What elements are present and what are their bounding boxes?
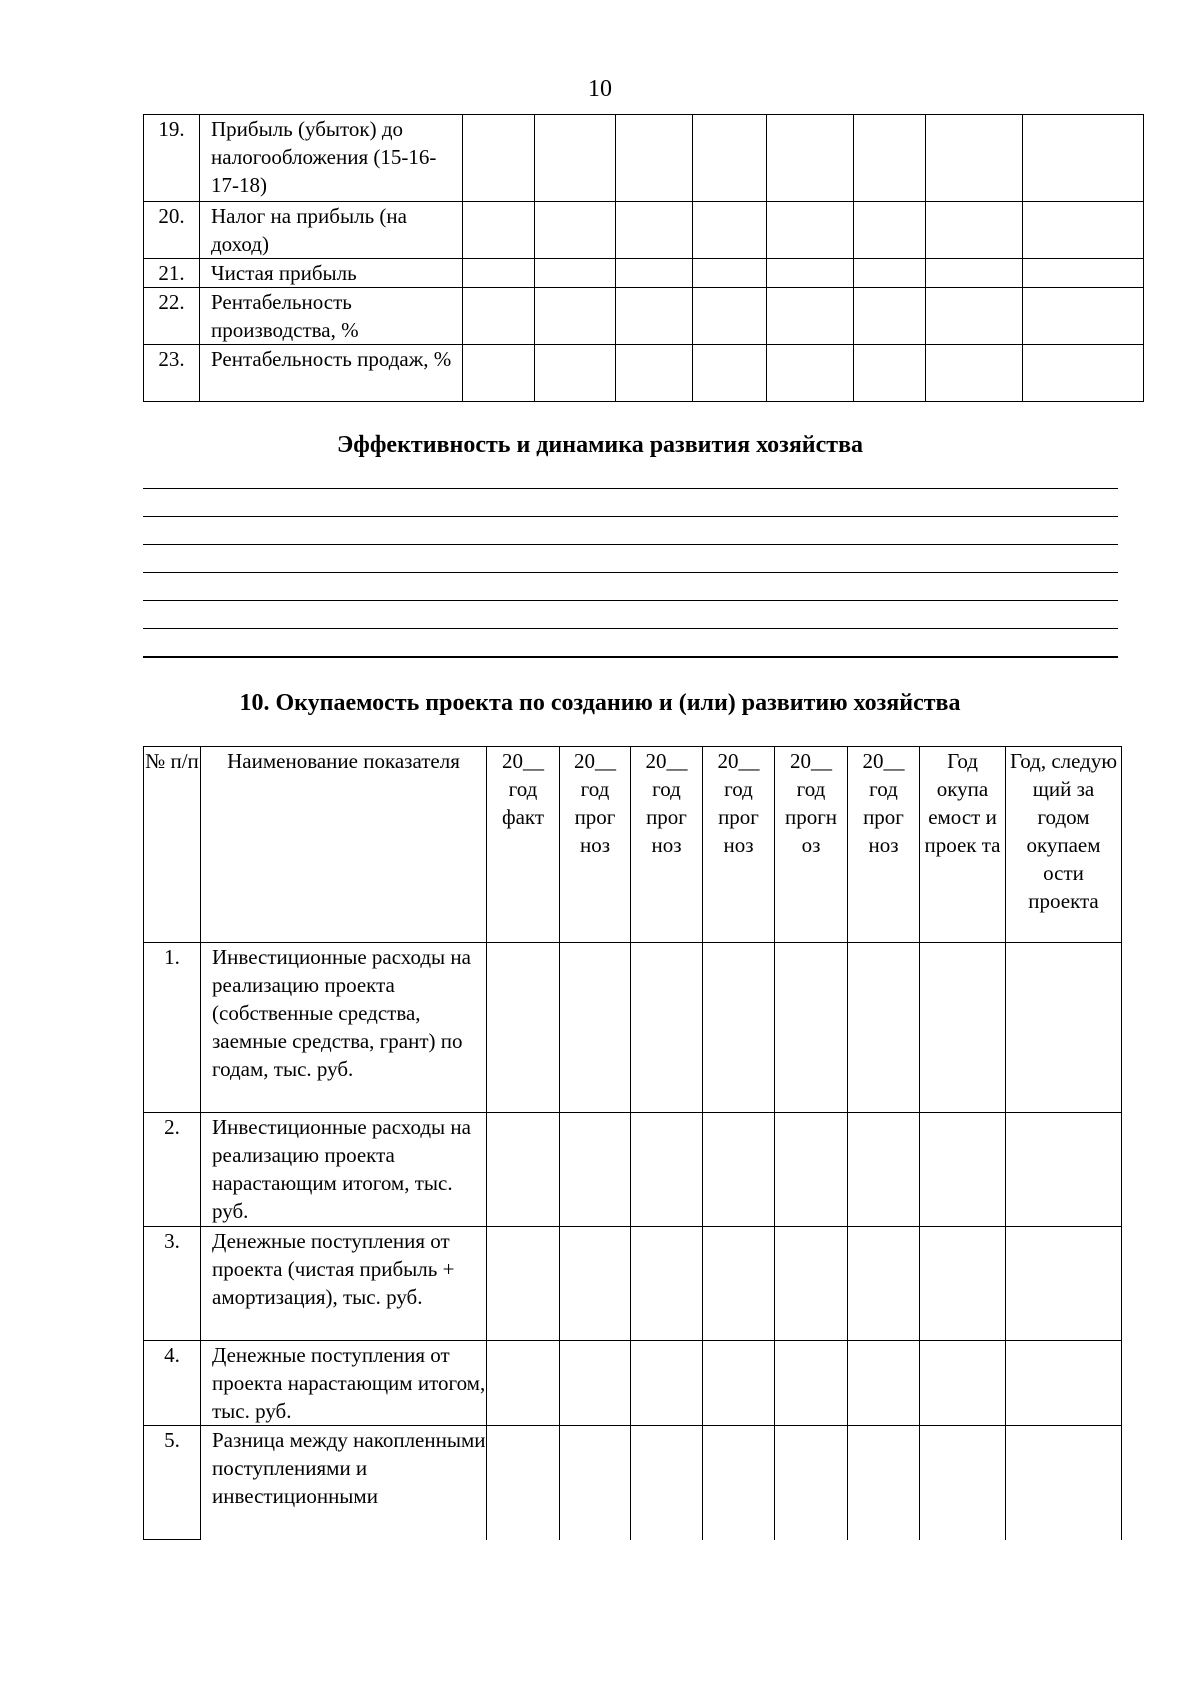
row-number: 1. xyxy=(144,943,201,1113)
table-cell[interactable] xyxy=(535,288,616,345)
table-cell[interactable] xyxy=(535,259,616,288)
table-cell[interactable] xyxy=(535,115,616,202)
table-cell[interactable] xyxy=(920,1426,1006,1540)
row-number: 4. xyxy=(144,1341,201,1426)
table-cell[interactable] xyxy=(767,288,854,345)
table-row xyxy=(144,1426,1122,1540)
table-cell[interactable] xyxy=(487,1227,560,1341)
table-cell[interactable] xyxy=(926,202,1023,259)
table-cell[interactable] xyxy=(616,202,693,259)
table-cell[interactable] xyxy=(487,1426,560,1540)
row-number: 3. xyxy=(144,1227,201,1341)
table-cell[interactable] xyxy=(487,943,560,1113)
writing-line[interactable] xyxy=(143,544,1118,545)
header-year-forecast: 20__ год прог ноз xyxy=(703,747,775,943)
row-number: 5. xyxy=(144,1426,201,1540)
table-cell[interactable] xyxy=(535,202,616,259)
table-cell[interactable] xyxy=(1006,1227,1122,1341)
table-cell[interactable] xyxy=(920,943,1006,1113)
table-cell[interactable] xyxy=(463,202,535,259)
row-label: Разница между накопленными поступлениями и инвестиционными xyxy=(201,1426,487,1540)
table-cell[interactable] xyxy=(775,943,848,1113)
table-cell[interactable] xyxy=(775,1113,848,1227)
table-cell[interactable] xyxy=(1006,943,1122,1113)
table-cell[interactable] xyxy=(1023,288,1144,345)
table-cell[interactable] xyxy=(693,259,767,288)
row-label: Рентабельность продаж, % xyxy=(200,345,463,402)
row-label: Денежные поступления от проекта нарастающим итогом, тыс. руб. xyxy=(201,1341,487,1426)
table-cell[interactable] xyxy=(920,1341,1006,1426)
row-number: 23. xyxy=(144,345,200,402)
table-cell[interactable] xyxy=(560,943,631,1113)
row-number: 19. xyxy=(144,115,200,202)
row-label: Инвестиционные расходы на реализацию проекта нарастающим итогом, тыс. руб. xyxy=(201,1113,487,1227)
table-cell[interactable] xyxy=(693,345,767,402)
table-cell[interactable] xyxy=(703,943,775,1113)
table-cell[interactable] xyxy=(631,1341,703,1426)
table-cell[interactable] xyxy=(926,345,1023,402)
table-cell[interactable] xyxy=(463,259,535,288)
table-cell[interactable] xyxy=(535,345,616,402)
header-num: № п/п xyxy=(144,747,201,943)
table-row xyxy=(144,345,1144,402)
header-year-fact: 20__ год факт xyxy=(487,747,560,943)
header-name: Наименование показателя xyxy=(201,747,487,943)
table-cell[interactable] xyxy=(920,1113,1006,1227)
table-cell[interactable] xyxy=(703,1113,775,1227)
row-label: Налог на прибыль (на доход) xyxy=(200,202,463,259)
table-cell[interactable] xyxy=(854,259,926,288)
header-year-after-payback: Год, следую щий за годом окупаем ости проекта xyxy=(1006,747,1122,943)
table-cell[interactable] xyxy=(1006,1113,1122,1227)
table-cell[interactable] xyxy=(703,1426,775,1540)
row-label: Рентабельность производства, % xyxy=(200,288,463,345)
row-number: 20. xyxy=(144,202,200,259)
row-label: Чистая прибыль xyxy=(200,259,463,288)
table-cell[interactable] xyxy=(616,115,693,202)
table-cell[interactable] xyxy=(1023,202,1144,259)
table-cell[interactable] xyxy=(854,202,926,259)
table-cell[interactable] xyxy=(631,943,703,1113)
table-header-row xyxy=(144,747,1122,943)
table-cell[interactable] xyxy=(1023,115,1144,202)
table-cell[interactable] xyxy=(693,202,767,259)
payback-table xyxy=(143,746,1122,1540)
header-year-forecast: 20__ год прог ноз xyxy=(631,747,703,943)
table-row xyxy=(144,1113,1122,1227)
table-cell[interactable] xyxy=(487,1341,560,1426)
table-cell[interactable] xyxy=(560,1113,631,1227)
writing-line[interactable] xyxy=(143,628,1118,629)
table-cell[interactable] xyxy=(693,115,767,202)
writing-line[interactable] xyxy=(143,572,1118,573)
table-cell[interactable] xyxy=(560,1341,631,1426)
header-year-forecast: 20__ год прог ноз xyxy=(848,747,920,943)
header-year-forecast: 20__ год прогн оз xyxy=(775,747,848,943)
section-title-efficiency: Эффективность и динамика развития хозяйства xyxy=(336,432,864,458)
table-cell[interactable] xyxy=(848,1426,920,1540)
table-cell[interactable] xyxy=(775,1341,848,1426)
table-row xyxy=(144,202,1144,259)
table-cell[interactable] xyxy=(854,288,926,345)
writing-line[interactable] xyxy=(143,656,1118,658)
table-cell[interactable] xyxy=(703,1341,775,1426)
table-cell[interactable] xyxy=(1023,259,1144,288)
table-cell[interactable] xyxy=(463,288,535,345)
table-row xyxy=(144,943,1122,1113)
table-cell[interactable] xyxy=(775,1227,848,1341)
row-label: Денежные поступления от проекта (чистая прибыль + амортизация), тыс. руб. xyxy=(201,1227,487,1341)
table-cell[interactable] xyxy=(631,1227,703,1341)
table-cell[interactable] xyxy=(616,259,693,288)
table-cell[interactable] xyxy=(463,345,535,402)
table-cell[interactable] xyxy=(560,1227,631,1341)
table-cell[interactable] xyxy=(926,115,1023,202)
table-cell[interactable] xyxy=(1023,345,1144,402)
table-cell[interactable] xyxy=(631,1113,703,1227)
table-row xyxy=(144,259,1144,288)
table-cell[interactable] xyxy=(560,1426,631,1540)
row-number: 21. xyxy=(144,259,200,288)
table-cell[interactable] xyxy=(767,202,854,259)
page-number: 10 xyxy=(588,76,612,102)
table-cell[interactable] xyxy=(775,1426,848,1540)
profit-table xyxy=(143,114,1144,402)
row-number: 22. xyxy=(144,288,200,345)
writing-line[interactable] xyxy=(143,488,1118,489)
table-cell[interactable] xyxy=(693,288,767,345)
table-cell[interactable] xyxy=(703,1227,775,1341)
table-row xyxy=(144,288,1144,345)
table-cell[interactable] xyxy=(848,1113,920,1227)
table-cell[interactable] xyxy=(920,1227,1006,1341)
table-cell[interactable] xyxy=(926,288,1023,345)
table-cell[interactable] xyxy=(767,115,854,202)
table-cell[interactable] xyxy=(767,345,854,402)
table-cell[interactable] xyxy=(487,1113,560,1227)
table-cell[interactable] xyxy=(767,259,854,288)
row-number: 2. xyxy=(144,1113,201,1227)
header-payback-year: Год окупа емост и проек та xyxy=(920,747,1006,943)
section-title-payback: 10. Окупаемость проекта по созданию и (или) развитию хозяйства xyxy=(239,690,961,716)
table-cell[interactable] xyxy=(854,115,926,202)
table-cell[interactable] xyxy=(848,943,920,1113)
table-cell[interactable] xyxy=(631,1426,703,1540)
table-row xyxy=(144,1227,1122,1341)
table-cell[interactable] xyxy=(926,259,1023,288)
row-label: Инвестиционные расходы на реализацию проекта (собственные средства, заемные средства, грант) по годам, тыс. руб. xyxy=(201,943,487,1113)
table-cell[interactable] xyxy=(1006,1426,1122,1540)
table-cell[interactable] xyxy=(1006,1341,1122,1426)
row-label: Прибыль (убыток) до налогообложения (15-16-17-18) xyxy=(200,115,463,202)
table-cell[interactable] xyxy=(616,345,693,402)
writing-line[interactable] xyxy=(143,516,1118,517)
table-cell[interactable] xyxy=(463,115,535,202)
table-cell[interactable] xyxy=(848,1341,920,1426)
table-cell[interactable] xyxy=(616,288,693,345)
table-cell[interactable] xyxy=(848,1227,920,1341)
table-cell[interactable] xyxy=(854,345,926,402)
writing-line[interactable] xyxy=(143,600,1118,601)
header-year-forecast: 20__ год прог ноз xyxy=(560,747,631,943)
table-row xyxy=(144,115,1144,202)
table-row xyxy=(144,1341,1122,1426)
